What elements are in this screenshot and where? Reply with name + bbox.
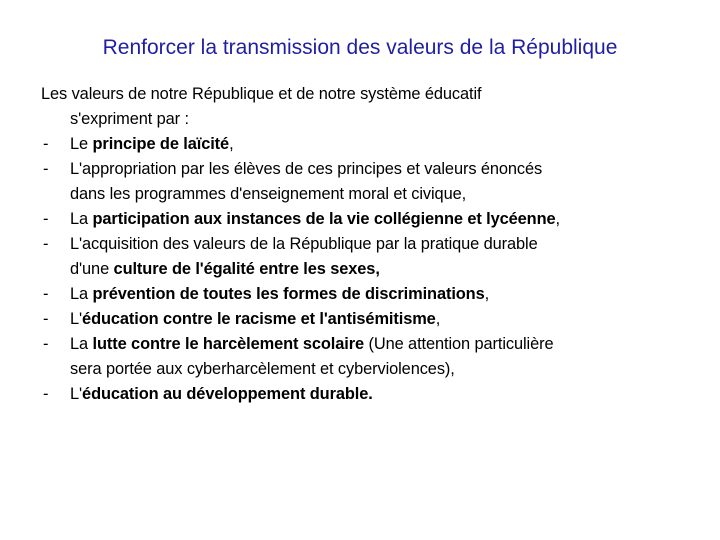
- item-text: La: [70, 285, 93, 303]
- list-item-racisme: [41, 307, 681, 332]
- slide-body: [41, 82, 681, 407]
- item-text: L': [70, 385, 83, 403]
- list-item-participation: [41, 207, 681, 232]
- item-bold-text: participation aux instances de la vie collégienne et lycéenne: [92, 210, 556, 228]
- bullet-dash: -: [43, 235, 49, 253]
- item-bold-text: principe de laïcité: [92, 135, 230, 153]
- item-text: La: [70, 210, 93, 228]
- item-bold-text: culture de l'égalité entre les sexes: [113, 260, 376, 278]
- values-list: [41, 132, 681, 407]
- item-bold-text: éducation au développement durable: [82, 385, 369, 403]
- intro-line-1: Les valeurs de notre République et de notre système éducatif: [41, 85, 482, 103]
- bullet-dash: -: [43, 160, 49, 178]
- item-text: La: [70, 335, 93, 353]
- item-text: ,: [555, 210, 560, 228]
- intro-line-2: s'expriment par :: [70, 110, 189, 128]
- item-text: .: [368, 385, 373, 403]
- item-text: (Une attention particulière: [364, 335, 554, 353]
- slide-title: Renforcer la transmission des valeurs de la République: [102, 36, 618, 59]
- list-item-prevention: [41, 282, 681, 307]
- item-text: Le: [70, 135, 93, 153]
- item-bold-text: lutte contre le harcèlement scolaire: [92, 335, 365, 353]
- bullet-dash: -: [43, 210, 49, 228]
- bullet-dash: -: [43, 285, 49, 303]
- item-text: ,: [229, 135, 234, 153]
- item-text-continued: dans les programmes d'enseignement moral et civique,: [70, 185, 467, 203]
- bullet-dash: -: [43, 335, 49, 353]
- bullet-dash: -: [43, 385, 49, 403]
- item-text: ,: [435, 310, 441, 328]
- list-item-laicite: [41, 132, 681, 157]
- item-text: ,: [375, 260, 380, 278]
- bullet-dash: -: [43, 135, 49, 153]
- item-text: L'appropriation par les élèves de ces principes et valeurs énoncés: [70, 160, 543, 178]
- item-bold-text: prévention de toutes les formes de discriminations: [92, 285, 485, 303]
- list-item-harcelement: [41, 332, 681, 382]
- list-item-appropriation: [41, 157, 681, 207]
- list-item-developpement-durable: [41, 382, 681, 407]
- item-bold-text: éducation contre le racisme et l'antisémitisme: [82, 310, 436, 328]
- item-text: L'acquisition des valeurs de la République par la pratique durable: [70, 235, 538, 253]
- item-text: ,: [484, 285, 490, 303]
- item-text: d'une: [70, 260, 114, 278]
- list-item-acquisition: [41, 232, 681, 282]
- item-text-continued: sera portée aux cyberharcèlement et cyberviolences),: [70, 360, 455, 378]
- bullet-dash: -: [43, 310, 49, 328]
- item-text: L': [70, 310, 83, 328]
